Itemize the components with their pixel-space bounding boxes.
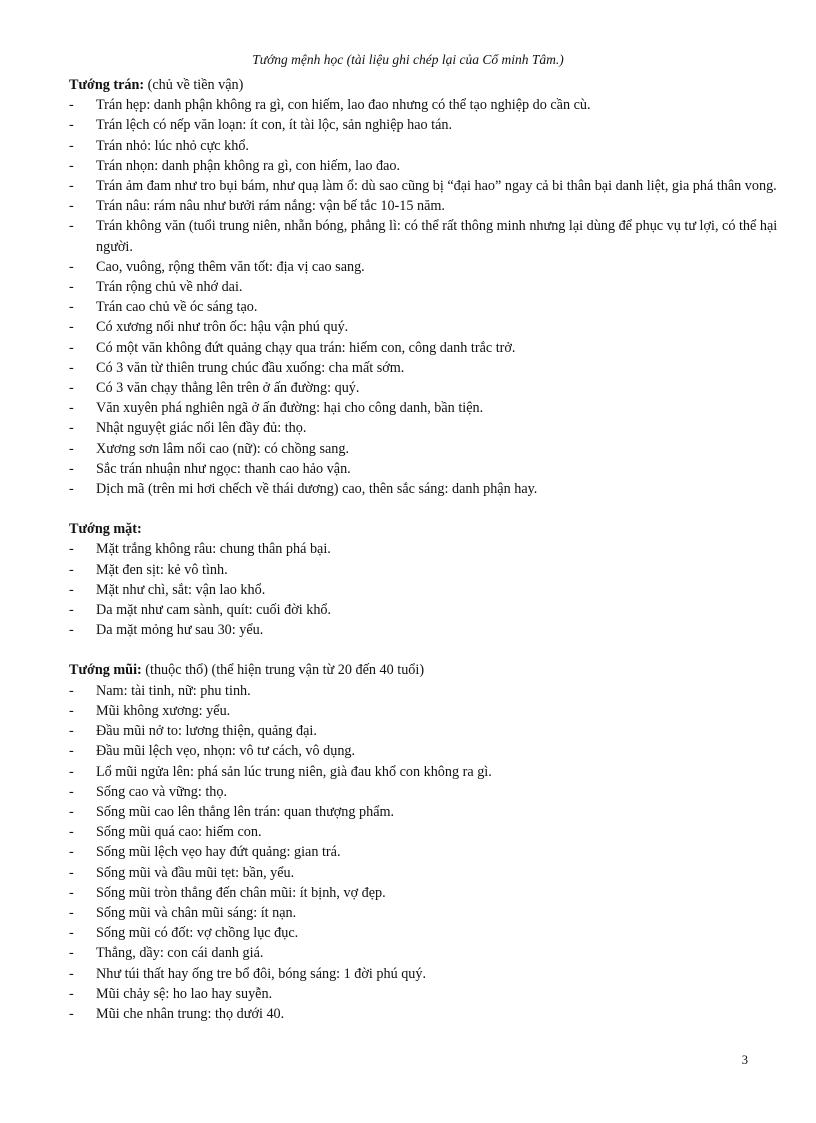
list-item-text: Như túi thất hay ống tre bổ đôi, bóng sáng: 1 đời phú quý. bbox=[96, 965, 427, 982]
bullet-dash: - bbox=[69, 864, 74, 881]
list-item bbox=[69, 580, 781, 600]
document-body bbox=[69, 75, 781, 1024]
bullet-dash: - bbox=[69, 157, 74, 174]
list-item-text: Sống mũi và đầu mũi tẹt: bần, yểu. bbox=[96, 864, 295, 881]
list-item bbox=[69, 378, 781, 398]
list-item bbox=[69, 741, 781, 761]
list-item-text: Mặt đen sịt: kẻ vô tình. bbox=[96, 561, 228, 578]
list-item-text: Trán rộng chủ về nhớ dai. bbox=[96, 279, 243, 296]
list-item bbox=[69, 196, 781, 216]
list-item-text: Da mặt mỏng hư sau 30: yểu. bbox=[96, 622, 264, 639]
section-heading bbox=[69, 660, 781, 680]
list-item-text: Mũi không xương: yểu. bbox=[96, 702, 231, 719]
list-item-text: Thẳng, dầy: con cái danh giá. bbox=[96, 945, 264, 962]
bullet-dash: - bbox=[69, 380, 74, 397]
list-item bbox=[69, 439, 781, 459]
bullet-dash: - bbox=[69, 945, 74, 962]
list-item-text: Nam: tài tinh, nữ: phu tinh. bbox=[96, 682, 251, 699]
list-item-text: Lổ mũi ngửa lên: phá sản lúc trung niên, già đau khổ con không ra gì. bbox=[96, 763, 492, 780]
list-item-text: Mặt trắng không râu: chung thân phá bại. bbox=[96, 541, 331, 558]
list-item-text: Trán hẹp: danh phận không ra gì, con hiếm, lao đao nhưng có thể tạo nghiệp do cần cù. bbox=[96, 97, 591, 114]
list-item-text: Sống mũi cao lên thẳng lên trán: quan thượng phẩm. bbox=[96, 803, 395, 820]
list-item bbox=[69, 338, 781, 358]
item-list bbox=[69, 681, 781, 1024]
list-item bbox=[69, 721, 781, 741]
list-item-text: Da mặt như cam sành, quít: cuối đời khổ. bbox=[96, 602, 332, 619]
list-item bbox=[69, 297, 781, 317]
bullet-dash: - bbox=[69, 198, 74, 215]
list-item bbox=[69, 964, 781, 984]
list-item bbox=[69, 863, 781, 883]
bullet-dash: - bbox=[69, 622, 74, 639]
list-item bbox=[69, 358, 781, 378]
item-list bbox=[69, 95, 781, 499]
list-item-text: Trán nâu: rám nâu như bưởi rám nắng: vận bế tắc 10-15 năm. bbox=[96, 198, 445, 215]
list-item-text: Có 3 văn từ thiên trung chúc đầu xuống: cha mất sớm. bbox=[96, 359, 405, 376]
list-item-text: Có xương nổi như trôn ốc: hậu vận phú quý. bbox=[96, 319, 349, 336]
list-item-text: Sắc trán nhuận như ngọc: thanh cao hảo vận. bbox=[96, 460, 351, 477]
list-item-text: Trán cao chủ về óc sáng tạo. bbox=[96, 299, 258, 316]
bullet-dash: - bbox=[69, 97, 74, 114]
list-item-text: Trán ảm đam như tro bụi bám, như quạ làm ổ: dù sao cũng bị “đại hao” ngay cả bi thân bại danh liệt, gia phá thân vong. bbox=[96, 178, 777, 195]
bullet-dash: - bbox=[69, 137, 74, 154]
bullet-dash: - bbox=[69, 299, 74, 316]
list-item bbox=[69, 176, 781, 196]
bullet-dash: - bbox=[69, 602, 74, 619]
list-item bbox=[69, 600, 781, 620]
list-item bbox=[69, 479, 781, 499]
list-item bbox=[69, 842, 781, 862]
bullet-dash: - bbox=[69, 743, 74, 760]
bullet-dash: - bbox=[69, 460, 74, 477]
bullet-dash: - bbox=[69, 279, 74, 296]
bullet-dash: - bbox=[69, 581, 74, 598]
item-list bbox=[69, 539, 781, 640]
list-item bbox=[69, 136, 781, 156]
list-item bbox=[69, 459, 781, 479]
list-item bbox=[69, 539, 781, 559]
list-item bbox=[69, 398, 781, 418]
section-note: (thuộc thổ) (thể hiện trung vận từ 20 đến 40 tuổi) bbox=[141, 662, 425, 679]
bullet-dash: - bbox=[69, 400, 74, 417]
list-item bbox=[69, 418, 781, 438]
bullet-dash: - bbox=[69, 541, 74, 558]
list-item bbox=[69, 560, 781, 580]
list-item bbox=[69, 701, 781, 721]
bullet-dash: - bbox=[69, 561, 74, 578]
list-item bbox=[69, 984, 781, 1004]
list-item-text: Xương sơn lâm nổi cao (nữ): có chồng sang. bbox=[96, 440, 349, 457]
list-item bbox=[69, 822, 781, 842]
bullet-dash: - bbox=[69, 702, 74, 719]
list-item bbox=[69, 883, 781, 903]
list-item bbox=[69, 923, 781, 943]
list-item-text: Mũi che nhân trung: thọ dưới 40. bbox=[96, 1005, 285, 1022]
bullet-dash: - bbox=[69, 218, 74, 235]
list-item bbox=[69, 257, 781, 277]
list-item bbox=[69, 1004, 781, 1024]
section-forehead bbox=[69, 75, 781, 499]
list-item-text: Sống cao và vững: thọ. bbox=[96, 783, 228, 800]
page-header: Tướng mệnh học (tài liệu ghi chép lại của Cổ minh Tâm.) bbox=[252, 52, 564, 67]
list-item-text: Trán nhọn: danh phận không ra gì, con hiếm, lao đao. bbox=[96, 157, 401, 174]
bullet-dash: - bbox=[69, 884, 74, 901]
list-item bbox=[69, 943, 781, 963]
list-item-text: Sống mũi tròn thẳng đến chân mũi: ít bịnh, vợ đẹp. bbox=[96, 884, 386, 901]
list-item bbox=[69, 317, 781, 337]
list-item bbox=[69, 681, 781, 701]
list-item bbox=[69, 762, 781, 782]
bullet-dash: - bbox=[69, 117, 74, 134]
list-item bbox=[69, 802, 781, 822]
section-title: Tướng mũi: bbox=[69, 662, 142, 679]
section-nose bbox=[69, 660, 781, 1024]
list-item-text: Mũi chảy sệ: ho lao hay suyễn. bbox=[96, 985, 273, 1002]
list-item-text: Văn xuyên phá nghiên ngã ở ấn đường: hại cho công danh, bần tiện. bbox=[96, 400, 484, 417]
list-item-text: Sống mũi lệch vẹo hay đứt quảng: gian trá. bbox=[96, 844, 341, 861]
bullet-dash: - bbox=[69, 985, 74, 1002]
list-item bbox=[69, 782, 781, 802]
list-item-text: Có 3 văn chạy thẳng lên trên ở ấn đường: quý. bbox=[96, 380, 360, 397]
list-item-text: Đầu mũi nở to: lương thiện, quảng đại. bbox=[96, 723, 317, 740]
section-title: Tướng mặt: bbox=[69, 521, 142, 538]
list-item bbox=[69, 277, 781, 297]
section-note: (chủ về tiền vận) bbox=[144, 77, 244, 93]
list-item-text: Đầu mũi lệch vẹo, nhọn: vô tư cách, vô dụng. bbox=[96, 743, 356, 760]
bullet-dash: - bbox=[69, 420, 74, 437]
list-item-text: Mặt như chì, sắt: vận lao khổ. bbox=[96, 581, 266, 598]
list-item bbox=[69, 216, 781, 256]
bullet-dash: - bbox=[69, 965, 74, 982]
section-heading bbox=[69, 519, 781, 539]
list-item-text: Trán nhỏ: lúc nhỏ cực khổ. bbox=[96, 137, 249, 154]
list-item bbox=[69, 620, 781, 640]
bullet-dash: - bbox=[69, 723, 74, 740]
list-item bbox=[69, 95, 781, 115]
section-title: Tướng trán: bbox=[69, 77, 145, 93]
list-item bbox=[69, 115, 781, 135]
bullet-dash: - bbox=[69, 319, 74, 336]
section-heading bbox=[69, 75, 781, 95]
bullet-dash: - bbox=[69, 824, 74, 841]
page-number: 3 bbox=[741, 1053, 748, 1067]
bullet-dash: - bbox=[69, 925, 74, 942]
list-item bbox=[69, 156, 781, 176]
list-item-text: Sống mũi có đốt: vợ chồng lục đục. bbox=[96, 925, 299, 942]
list-item-text: Có một văn không đứt quảng chạy qua trán: hiếm con, công danh trắc trở. bbox=[96, 339, 516, 356]
bullet-dash: - bbox=[69, 440, 74, 457]
list-item-text: Trán lệch có nếp văn loạn: ít con, ít tài lộc, sản nghiệp hao tán. bbox=[96, 117, 453, 134]
list-item bbox=[69, 903, 781, 923]
bullet-dash: - bbox=[69, 481, 74, 498]
list-item-text: Nhật nguyệt giác nổi lên đầy đủ: thọ. bbox=[96, 420, 307, 437]
bullet-dash: - bbox=[69, 339, 74, 356]
list-item-text: Cao, vuông, rộng thêm văn tốt: địa vị cao sang. bbox=[96, 258, 365, 275]
bullet-dash: - bbox=[69, 904, 74, 921]
bullet-dash: - bbox=[69, 258, 74, 275]
bullet-dash: - bbox=[69, 359, 74, 376]
bullet-dash: - bbox=[69, 783, 74, 800]
list-item-text: Sống mũi và chân mũi sáng: ít nạn. bbox=[96, 904, 297, 921]
bullet-dash: - bbox=[69, 178, 74, 195]
section-face bbox=[69, 519, 781, 640]
bullet-dash: - bbox=[69, 763, 74, 780]
bullet-dash: - bbox=[69, 803, 74, 820]
bullet-dash: - bbox=[69, 1005, 74, 1022]
bullet-dash: - bbox=[69, 844, 74, 861]
bullet-dash: - bbox=[69, 682, 74, 699]
list-item-text: Dịch mã (trên mi hơi chếch về thái dương) cao, thên sắc sáng: danh phận hay. bbox=[96, 481, 538, 498]
list-item-text: Sống mũi quá cao: hiếm con. bbox=[96, 824, 262, 841]
list-item-text: Trán không văn (tuổi trung niên, nhẵn bóng, phẳng lì: có thể rất thông minh nhưng lại dùng để phục vụ tư lợi, có thể hại người. bbox=[96, 218, 778, 255]
